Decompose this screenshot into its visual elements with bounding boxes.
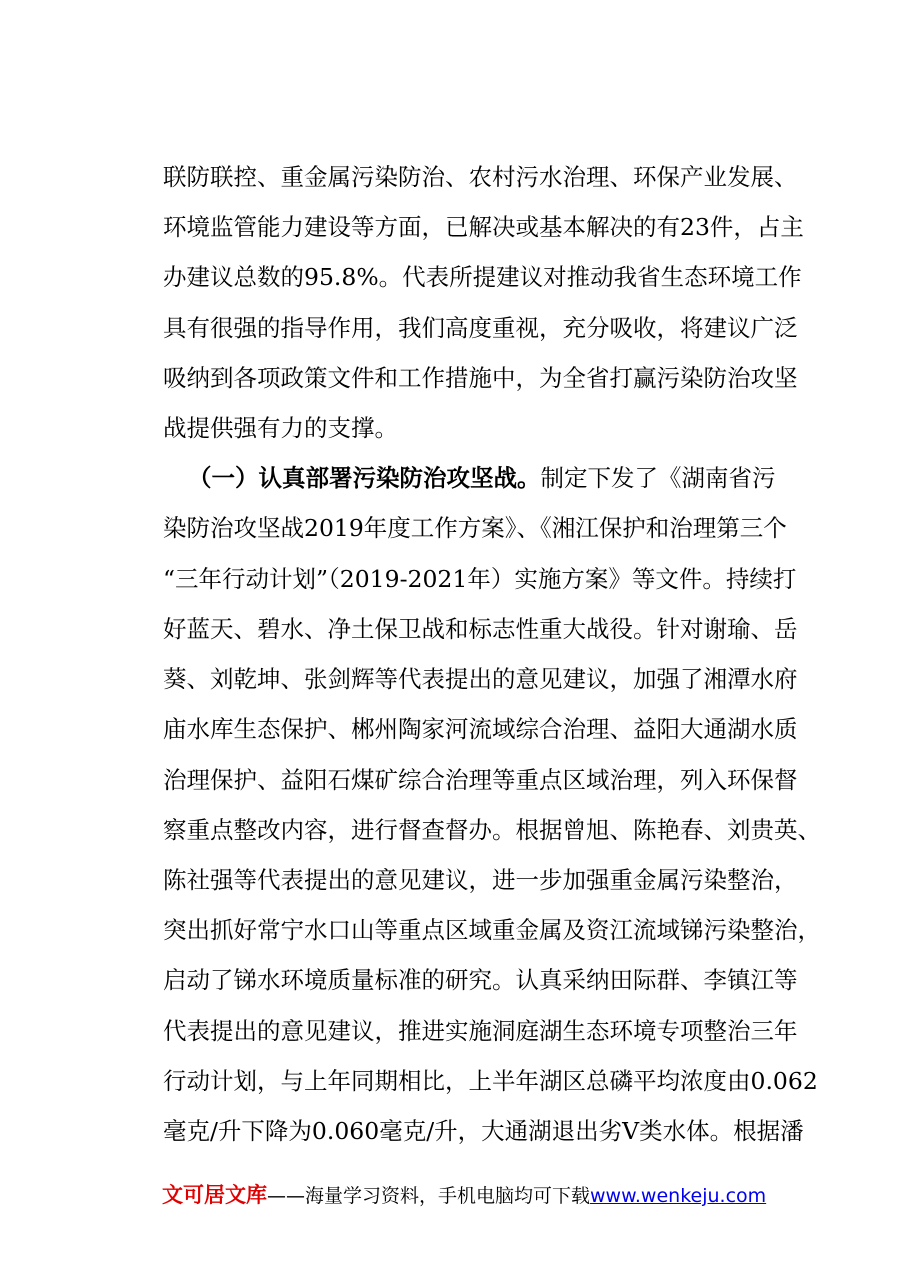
line-text: 制定下发了《湖南省污 <box>540 464 776 492</box>
line-text: 毫克/升下降为0.060毫克/升，大通湖退出劣V类水体。根据潘 <box>163 1117 804 1145</box>
text-line <box>163 262 802 292</box>
line-text: 联防联控、重金属污染防治、农村污水治理、环保产业发展、 <box>163 163 798 191</box>
line-text: 治理保护、益阳石煤矿综合治理等重点区域治理，列入环保督 <box>163 766 798 794</box>
text-line <box>163 664 798 694</box>
text-line <box>163 765 798 795</box>
line-text: 环境监管能力建设等方面，已解决或基本解决的有23件，占主 <box>163 213 804 241</box>
line-text: 庙水库生态保护、郴州陶家河流域综合治理、益阳大通湖水质 <box>163 715 798 743</box>
line-text: 察重点整改内容，进行督查督办。根据曾旭、陈艳春、刘贵英、 <box>163 816 821 844</box>
text-line <box>163 714 798 744</box>
text-line <box>163 162 798 192</box>
text-line <box>163 363 798 393</box>
footer-banner <box>162 1180 766 1210</box>
line-text: 战提供强有力的支撑。 <box>163 414 398 442</box>
text-line <box>163 865 798 895</box>
text-line <box>163 965 798 995</box>
text-line <box>163 815 821 845</box>
line-text: “三年行动计划”（2019-2021年）实施方案》等文件。持续打 <box>163 565 797 593</box>
footer-slogan: ——海量学习资料，手机电脑均可下载 <box>267 1185 591 1207</box>
text-line <box>163 1116 804 1146</box>
site-link[interactable]: www.wenkeju.com <box>590 1185 767 1207</box>
brand-name: 文可居文库 <box>162 1183 267 1207</box>
text-line <box>163 614 798 644</box>
section-heading-line <box>188 463 776 493</box>
line-text: 启动了锑水环境质量标准的研究。认真采纳田际群、李镇江等 <box>163 966 798 994</box>
line-text: 办建议总数的95.8%。代表所提建议对推动我省生态环境工作 <box>163 263 802 291</box>
line-text: 葵、刘乾坤、张剑辉等代表提出的意见建议，加强了湘潭水府 <box>163 665 798 693</box>
line-text: 具有很强的指导作用，我们高度重视，充分吸收，将建议广泛 <box>163 314 798 342</box>
line-text: 行动计划，与上年同期相比，上半年湖区总磷平均浓度由0.062 <box>163 1067 818 1095</box>
text-line <box>163 915 821 945</box>
section-heading: （一）认真部署污染防治攻坚战。 <box>188 464 541 492</box>
line-text: 陈社强等代表提出的意见建议，进一步加强重金属污染整治， <box>163 866 798 894</box>
text-line <box>163 413 398 443</box>
line-text: 代表提出的意见建议，推进实施洞庭湖生态环境专项整治三年 <box>163 1017 798 1045</box>
text-line <box>163 212 804 242</box>
text-line <box>163 1066 818 1096</box>
text-line <box>163 1016 798 1046</box>
line-text: 染防治攻坚战2019年度工作方案》、《湘江保护和治理第三个 <box>163 514 787 542</box>
text-line <box>163 513 787 543</box>
line-text: 好蓝天、碧水、净土保卫战和标志性重大战役。针对谢瑜、岳 <box>163 615 798 643</box>
text-line <box>163 564 796 594</box>
line-text: 突出抓好常宁水口山等重点区域重金属及资江流域锑污染整治， <box>163 916 821 944</box>
line-text: 吸纳到各项政策文件和工作措施中，为全省打赢污染防治攻坚 <box>163 364 798 392</box>
text-line <box>163 313 798 343</box>
